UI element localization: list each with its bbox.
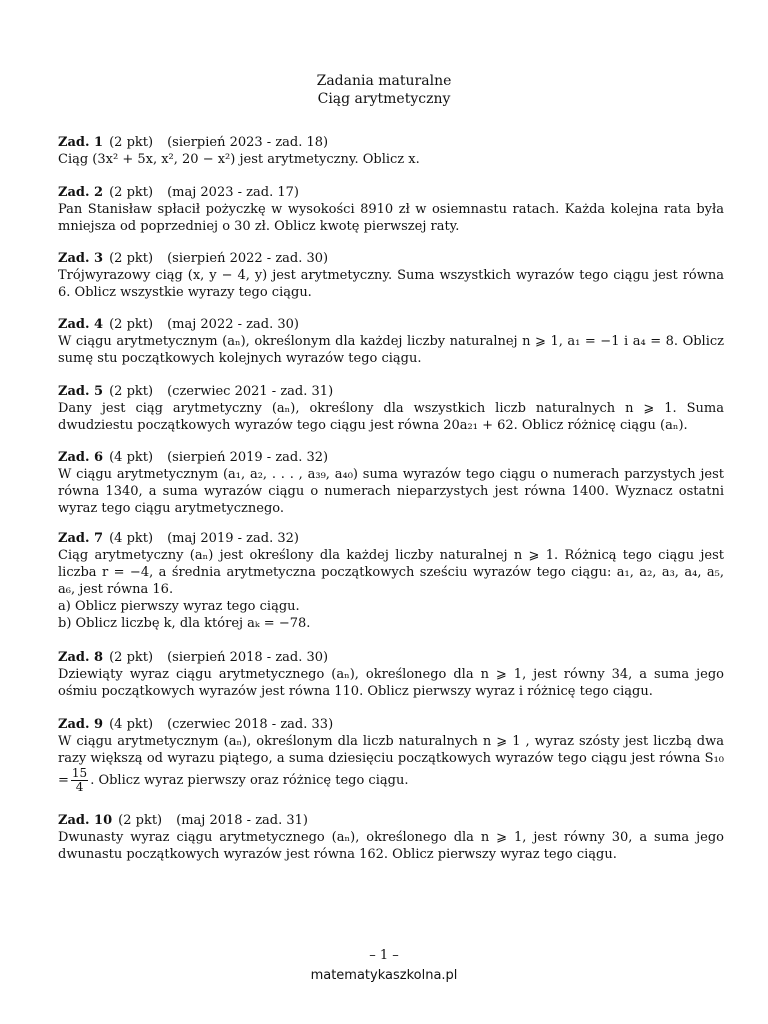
task-label: Zad. 6 [58, 450, 104, 465]
task-5 [58, 383, 724, 434]
task-7 [58, 530, 724, 632]
task-points: (4 pkt) [109, 450, 154, 465]
task-3 [58, 250, 724, 301]
fraction-numerator: 15 [71, 766, 88, 780]
task-source: (sierpień 2023 - zad. 18) [167, 135, 329, 150]
site-footer[interactable]: matematykaszkolna.pl [310, 968, 458, 983]
task-text: Dziewiąty wyraz ciągu arytmetycznego (aₙ), określonego dla n ⩾ 1, jest równy 34, a suma jego ośmiu początkowych wyrazów jest równa 110. Oblicz pierwszy wyraz i różnicę tego ciągu. [58, 667, 724, 699]
task-10 [58, 812, 724, 863]
task-label: Zad. 4 [58, 317, 104, 332]
task-2 [58, 184, 724, 235]
task-text: Ciąg arytmetyczny (aₙ) jest określony dla każdej liczby naturalnej n ⩾ 1. Różnicą tego ciągu jest liczba r = −4, a średnia arytmetyczna początkowych sześciu wyrazów tego ciągu: a₁, a₂, a₃, a₄, a₅, a₆, jest równa 16. [58, 548, 724, 597]
task-1 [58, 134, 724, 168]
task-source: (sierpień 2019 - zad. 32) [167, 450, 329, 465]
task-label: Zad. 10 [58, 813, 113, 828]
task-text: W ciągu arytmetycznym (aₙ), określonym dla każdej liczby naturalnej n ⩾ 1, a₁ = −1 i a₄ = 8. Oblicz sumę stu początkowych kolejnych wyrazów tego ciągu. [58, 334, 724, 366]
task-label: Zad. 9 [58, 717, 104, 732]
page-subtitle: Ciąg arytmetyczny [317, 91, 451, 107]
page-number: – 1 – [369, 948, 399, 963]
task-source: (maj 2022 - zad. 30) [167, 317, 299, 332]
task-text: W ciągu arytmetycznym (a₁, a₂, . . . , a₃₉, a₄₀) suma wyrazów tego ciągu o numerach parzystych jest równa 1340, a suma wyrazów ciągu o numerach nieparzystych jest równa 1400. Wyznacz ostatni wyraz tego ciągu arytmetycznego. [58, 467, 724, 516]
task-points: (2 pkt) [109, 384, 154, 399]
task-source: (sierpień 2018 - zad. 30) [167, 650, 329, 665]
fraction [71, 767, 88, 794]
task-points: (4 pkt) [109, 531, 154, 546]
task-points: (2 pkt) [109, 650, 154, 665]
page-title: Zadania maturalne [316, 73, 452, 89]
task-subitem-b: b) Oblicz liczbę k, dla której aₖ = −78. [58, 616, 311, 631]
task-points: (2 pkt) [109, 185, 154, 200]
task-9 [58, 716, 724, 794]
task-text: Ciąg (3x² + 5x, x², 20 − x²) jest arytmetyczny. Oblicz x. [58, 152, 420, 167]
task-label: Zad. 5 [58, 384, 104, 399]
task-text: W ciągu arytmetycznym (aₙ), określonym dla liczb naturalnych n ⩾ 1 , wyraz szósty jest liczbą dwa razy większą od wyrazu piątego, a suma dziesięciu początkowych wyrazów tego ciągu jest równa S₁₀ = [58, 734, 724, 788]
task-label: Zad. 3 [58, 251, 104, 266]
task-source: (sierpień 2022 - zad. 30) [167, 251, 329, 266]
task-text: Trójwyrazowy ciąg (x, y − 4, y) jest arytmetyczny. Suma wszystkich wyrazów tego ciągu jest równa 6. Oblicz wszystkie wyrazy tego ciągu. [58, 268, 724, 300]
task-points: (2 pkt) [109, 317, 154, 332]
task-points: (2 pkt) [109, 135, 154, 150]
task-text: Pan Stanisław spłacił pożyczkę w wysokości 8910 zł w osiemnastu ratach. Każda kolejna rata była mniejsza od poprzedniej o 30 zł. Oblicz kwotę pierwszej raty. [58, 202, 724, 234]
task-points: (4 pkt) [109, 717, 154, 732]
task-text-continued: . Oblicz wyraz pierwszy oraz różnicę tego ciągu. [90, 773, 409, 788]
task-label: Zad. 8 [58, 650, 104, 665]
task-points: (2 pkt) [118, 813, 163, 828]
task-8 [58, 649, 724, 700]
task-text: Dany jest ciąg arytmetyczny (aₙ), określony dla wszystkich liczb naturalnych n ⩾ 1. Suma dwudziestu początkowych wyrazów tego ciągu jest równa 20a₂₁ + 62. Oblicz różnicę ciągu (aₙ). [58, 401, 724, 433]
task-source: (czerwiec 2021 - zad. 31) [167, 384, 334, 399]
task-subitem-a: a) Oblicz pierwszy wyraz tego ciągu. [58, 599, 300, 614]
task-label: Zad. 1 [58, 135, 104, 150]
task-label: Zad. 2 [58, 185, 104, 200]
fraction-denominator: 4 [75, 780, 84, 794]
task-source: (maj 2019 - zad. 32) [167, 531, 299, 546]
task-text: Dwunasty wyraz ciągu arytmetycznego (aₙ), określonego dla n ⩾ 1, jest równy 30, a suma jego dwunastu początkowych wyrazów jest równa 162. Oblicz pierwszy wyraz tego ciągu. [58, 830, 724, 862]
task-source: (czerwiec 2018 - zad. 33) [167, 717, 334, 732]
task-text-container [58, 733, 724, 794]
task-label: Zad. 7 [58, 531, 104, 546]
task-4 [58, 316, 724, 367]
document-header [0, 72, 768, 108]
task-source: (maj 2023 - zad. 17) [167, 185, 299, 200]
task-points: (2 pkt) [109, 251, 154, 266]
task-6 [58, 449, 724, 517]
task-source: (maj 2018 - zad. 31) [176, 813, 308, 828]
